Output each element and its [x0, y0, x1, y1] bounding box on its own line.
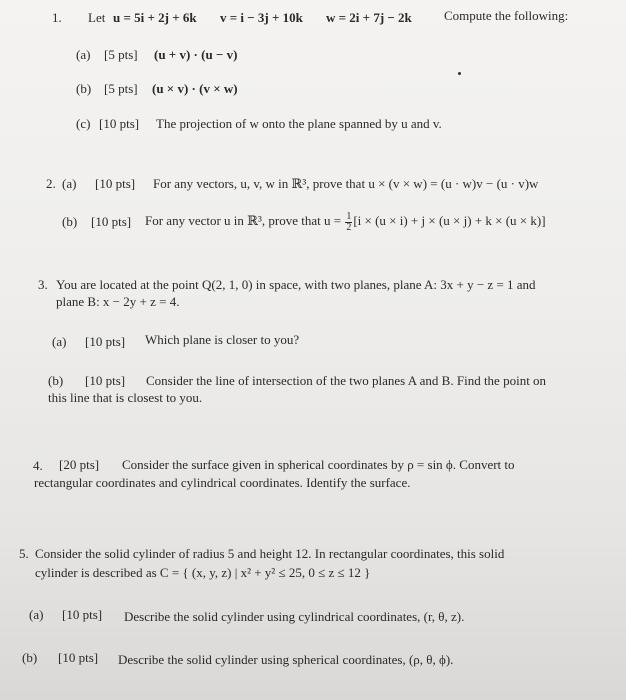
q1-v-definition: v = i − 3j + 10k	[220, 10, 303, 25]
q2a-label: (a)	[62, 176, 77, 191]
q2-number: 2.	[46, 176, 56, 191]
q2b-label: (b)	[62, 214, 78, 229]
q5b-points: [10 pts]	[58, 650, 99, 665]
q1-w-definition: w = 2i + 7j − 2k	[326, 10, 412, 25]
q1c-points: [10 pts]	[99, 116, 140, 131]
q2b-statement	[145, 206, 546, 236]
q1-number: 1.	[52, 10, 62, 25]
q5a-label: (a)	[29, 607, 44, 622]
q5a-text: Describe the solid cylinder using cylindrical coordinates, (r, θ, z).	[124, 609, 465, 624]
q5b-text: Describe the solid cylinder using spherical coordinates, (ρ, θ, ϕ).	[118, 652, 454, 667]
q2b-points: [10 pts]	[91, 214, 132, 229]
q2b-text-post: [i × (u × i) + j × (u × j) + k × (u × k)]	[353, 213, 546, 228]
q1c-text: The projection of w onto the plane spanned by u and v.	[156, 116, 442, 131]
q2b-text-pre: For any vector u in ℝ³, prove that u =	[145, 213, 342, 228]
q1-instruction: Compute the following:	[444, 8, 569, 23]
q5-number: 5.	[19, 546, 29, 561]
q5-intro-line2: cylinder is described as C = { (x, y, z) | x² + y² ≤ 25, 0 ≤ z ≤ 12 }	[35, 565, 371, 580]
q3b-text-line1: Consider the line of intersection of the two planes A and B. Find the point on	[146, 373, 547, 388]
q3-number: 3.	[38, 277, 48, 292]
q3a-text: Which plane is closer to you?	[145, 332, 300, 347]
q3b-label: (b)	[48, 373, 64, 388]
q3a-points: [10 pts]	[85, 334, 126, 349]
q2a-text: For any vectors, u, v, w in ℝ³, prove that u × (v × w) = (u · w)v − (u · v)w	[153, 176, 539, 191]
q1-let: Let	[88, 10, 106, 25]
q1b-expression: (u × v) · (v × w)	[152, 81, 238, 96]
q5-intro-line1: Consider the solid cylinder of radius 5 and height 12. In rectangular coordinates, this solid	[35, 546, 505, 561]
q4-points: [20 pts]	[59, 457, 100, 472]
q1a-expression: (u + v) · (u − v)	[154, 47, 238, 62]
fraction-numerator: 1	[346, 210, 352, 222]
q1b-points: [5 pts]	[104, 81, 138, 96]
fraction-denominator: 2	[346, 221, 352, 233]
q2a-points: [10 pts]	[95, 176, 136, 191]
q4-text-line2: rectangular coordinates and cylindrical coordinates. Identify the surface.	[34, 475, 411, 490]
q3b-text-line2: this line that is closest to you.	[48, 390, 203, 405]
stray-mark	[458, 72, 461, 75]
one-half-fraction	[345, 212, 352, 233]
q4-text-line1: Consider the surface given in spherical coordinates by ρ = sin ϕ. Convert to	[122, 457, 515, 472]
q5a-points: [10 pts]	[62, 607, 103, 622]
q3b-points: [10 pts]	[85, 373, 126, 388]
q3a-label: (a)	[52, 334, 67, 349]
q1a-points: [5 pts]	[104, 47, 138, 62]
q1a-label: (a)	[76, 47, 91, 62]
q1-u-definition: u = 5i + 2j + 6k	[113, 10, 197, 25]
q1b-label: (b)	[76, 81, 92, 96]
q4-number: 4.	[33, 458, 43, 473]
q1c-label: (c)	[76, 116, 91, 131]
q3-intro-line1: You are located at the point Q(2, 1, 0) in space, with two planes, plane A: 3x + y − z = 1 and	[56, 277, 536, 292]
q5b-label: (b)	[22, 650, 38, 665]
q3-intro-line2: plane B: x − 2y + z = 4.	[56, 294, 180, 309]
